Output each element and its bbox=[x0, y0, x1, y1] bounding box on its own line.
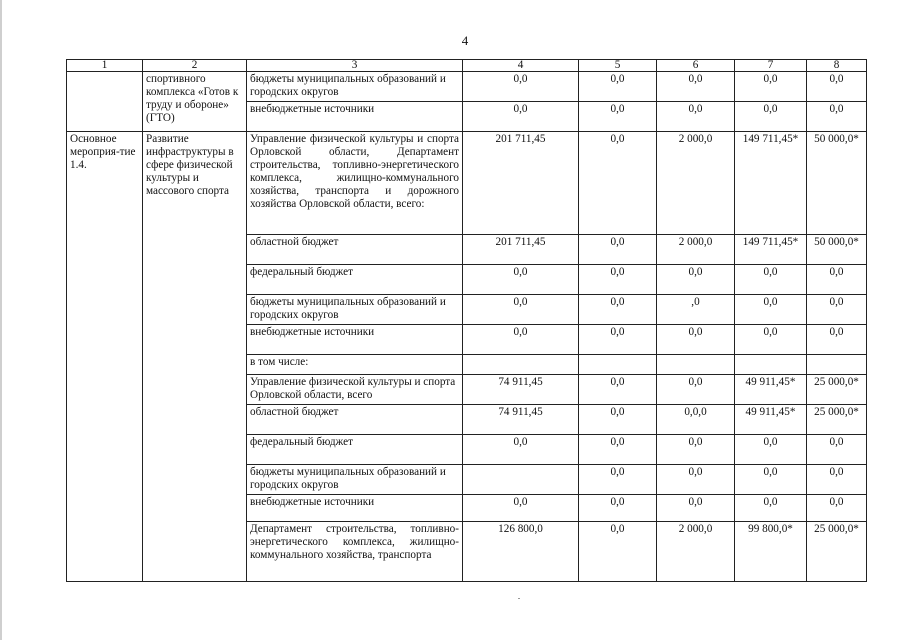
value-cell: 0,0 bbox=[735, 435, 807, 465]
value-cell: 0,0 bbox=[807, 325, 867, 355]
value-cell: 0,0 bbox=[463, 435, 579, 465]
value-cell: 0,0 bbox=[735, 465, 807, 495]
header-cell: 3 bbox=[247, 60, 463, 72]
value-cell: 0,0 bbox=[579, 495, 657, 522]
value-cell: 0,0 bbox=[463, 102, 579, 132]
value-cell: 0,0 bbox=[657, 465, 735, 495]
value-cell: 2 000,0 bbox=[657, 132, 735, 235]
value-cell: 25 000,0* bbox=[807, 405, 867, 435]
source-cell: Управление физической культуры и спорта Орловской области, всего bbox=[247, 375, 463, 405]
value-cell: 0,0 bbox=[579, 435, 657, 465]
value-cell: 0,0 bbox=[735, 102, 807, 132]
value-cell: 0,0 bbox=[463, 265, 579, 295]
value-cell: 0,0 bbox=[807, 465, 867, 495]
value-cell: 0,0 bbox=[735, 295, 807, 325]
value-cell: 25 000,0* bbox=[807, 522, 867, 582]
source-cell: бюджеты муниципальных образований и городских округов bbox=[247, 295, 463, 325]
value-cell: 50 000,0* bbox=[807, 235, 867, 265]
value-cell bbox=[657, 355, 735, 375]
value-cell: 99 800,0* bbox=[735, 522, 807, 582]
value-cell: ,0 bbox=[657, 295, 735, 325]
value-cell: 0,0 bbox=[657, 265, 735, 295]
measure-name-cell: Развитие инфраструктуры в сфере физической культуры и массового спорта bbox=[143, 132, 247, 582]
measure-id-cell: Основное мероприя-тие 1.4. bbox=[67, 132, 143, 582]
value-cell: 49 911,45* bbox=[735, 375, 807, 405]
value-cell: 0,0 bbox=[735, 265, 807, 295]
source-cell: бюджеты муниципальных образований и городских округов bbox=[247, 72, 463, 102]
value-cell: 0,0 bbox=[657, 495, 735, 522]
value-cell: 50 000,0* bbox=[807, 132, 867, 235]
value-cell: 0,0 bbox=[807, 72, 867, 102]
value-cell: 149 711,45* bbox=[735, 132, 807, 235]
source-cell: областной бюджет bbox=[247, 405, 463, 435]
value-cell: 0,0 bbox=[735, 72, 807, 102]
value-cell: 126 800,0 bbox=[463, 522, 579, 582]
value-cell: 0,0 bbox=[579, 405, 657, 435]
measure-id-cell bbox=[67, 72, 143, 132]
value-cell: 0,0 bbox=[807, 295, 867, 325]
value-cell: 0,0 bbox=[579, 325, 657, 355]
value-cell: 0,0 bbox=[579, 265, 657, 295]
value-cell: 0,0 bbox=[735, 325, 807, 355]
value-cell: 0,0 bbox=[735, 495, 807, 522]
value-cell: 0,0 bbox=[657, 72, 735, 102]
page-number: 4 bbox=[461, 33, 469, 48]
source-cell: бюджеты муниципальных образований и городских округов bbox=[247, 465, 463, 495]
header-cell: 6 bbox=[657, 60, 735, 72]
header-cell: 4 bbox=[463, 60, 579, 72]
value-cell: 49 911,45* bbox=[735, 405, 807, 435]
value-cell: 149 711,45* bbox=[735, 235, 807, 265]
header-cell: 5 bbox=[579, 60, 657, 72]
value-cell: 0,0 bbox=[463, 72, 579, 102]
value-cell: 0,0 bbox=[579, 72, 657, 102]
source-cell: Управление физической культуры и спорта Орловской области, Департамент строительства, топливно-энергетического комплекса, жилищно-коммунального хозяйства, транспорта и дорожного хозяйства Орловской области, всего: bbox=[247, 132, 463, 235]
source-cell: внебюджетные источники bbox=[247, 102, 463, 132]
page-left-edge bbox=[0, 0, 2, 640]
source-cell: федеральный бюджет bbox=[247, 435, 463, 465]
value-cell: 0,0 bbox=[463, 295, 579, 325]
source-cell: Департамент строительства, топливно-энергетического комплекса, жилищно-коммунального хозяйства, транспорта bbox=[247, 522, 463, 582]
budget-table bbox=[66, 59, 867, 582]
value-cell bbox=[463, 465, 579, 495]
value-cell: 0,0 bbox=[579, 235, 657, 265]
header-cell: 2 bbox=[143, 60, 247, 72]
header-cell: 1 bbox=[67, 60, 143, 72]
value-cell: 0,0 bbox=[807, 265, 867, 295]
value-cell: 0,0 bbox=[579, 375, 657, 405]
value-cell: 74 911,45 bbox=[463, 375, 579, 405]
source-cell: внебюджетные источники bbox=[247, 325, 463, 355]
value-cell: 0,0 bbox=[579, 295, 657, 325]
value-cell: 2 000,0 bbox=[657, 522, 735, 582]
value-cell: 25 000,0* bbox=[807, 375, 867, 405]
source-cell: в том числе: bbox=[247, 355, 463, 375]
value-cell: 0,0 bbox=[579, 522, 657, 582]
value-cell bbox=[807, 355, 867, 375]
value-cell: 0,0 bbox=[579, 465, 657, 495]
value-cell: 0,0 bbox=[579, 102, 657, 132]
value-cell: 201 711,45 bbox=[463, 132, 579, 235]
source-cell: внебюджетные источники bbox=[247, 495, 463, 522]
header-cell: 7 bbox=[735, 60, 807, 72]
header-row bbox=[67, 60, 867, 72]
value-cell: 0,0 bbox=[807, 435, 867, 465]
value-cell: 0,0 bbox=[657, 102, 735, 132]
measure-name-cell: спортивного комплекса «Готов к труду и обороне» (ГТО) bbox=[143, 72, 247, 132]
value-cell: 0,0 bbox=[463, 495, 579, 522]
value-cell: 0,0 bbox=[657, 435, 735, 465]
value-cell bbox=[463, 355, 579, 375]
value-cell: 0,0 bbox=[463, 325, 579, 355]
scan-speck bbox=[518, 598, 520, 599]
value-cell bbox=[735, 355, 807, 375]
value-cell: 74 911,45 bbox=[463, 405, 579, 435]
value-cell: 201 711,45 bbox=[463, 235, 579, 265]
value-cell bbox=[579, 355, 657, 375]
source-cell: федеральный бюджет bbox=[247, 265, 463, 295]
header-cell: 8 bbox=[807, 60, 867, 72]
value-cell: 0,0 bbox=[807, 102, 867, 132]
value-cell: 0,0 bbox=[807, 495, 867, 522]
value-cell: 0,0 bbox=[657, 325, 735, 355]
table-row bbox=[67, 72, 867, 102]
table-row bbox=[67, 132, 867, 235]
source-cell: областной бюджет bbox=[247, 235, 463, 265]
value-cell: 2 000,0 bbox=[657, 235, 735, 265]
value-cell: 0,0,0 bbox=[657, 405, 735, 435]
value-cell: 0,0 bbox=[579, 132, 657, 235]
value-cell: 0,0 bbox=[657, 375, 735, 405]
